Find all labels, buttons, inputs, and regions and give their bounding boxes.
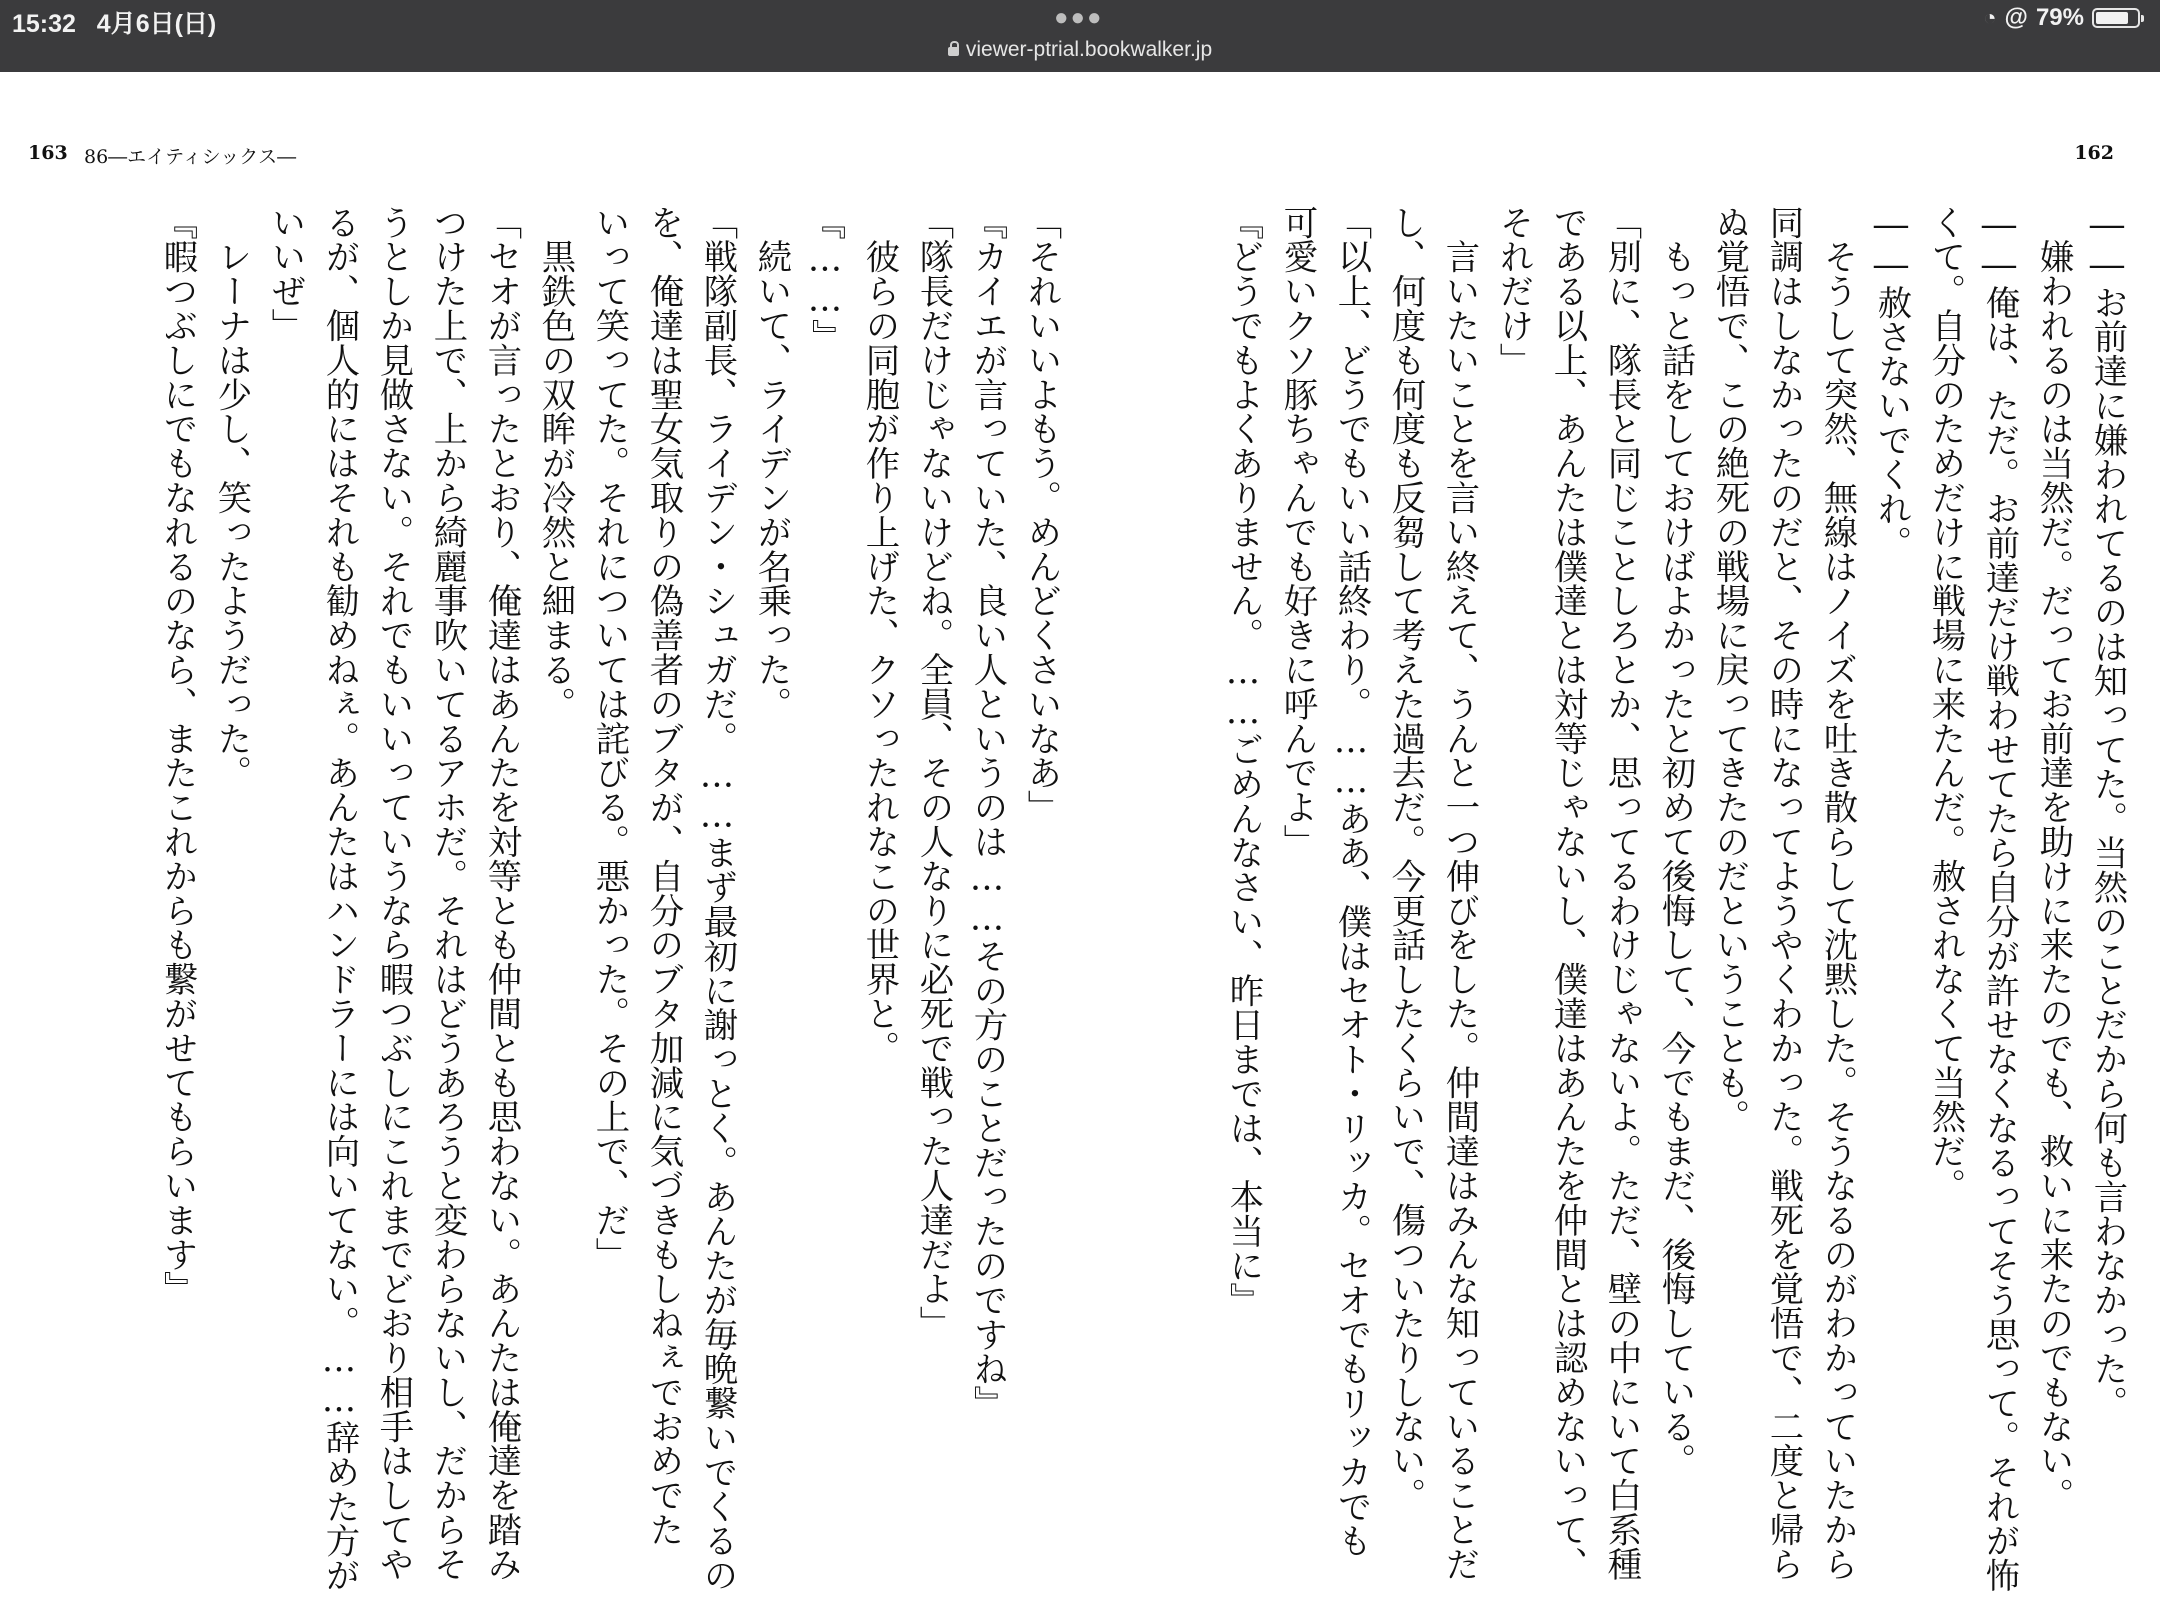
text-line: 黒鉄色の双眸が冷然と細まる。 xyxy=(535,205,575,721)
text-line: レーナは少し、笑ったようだった。 xyxy=(211,205,251,790)
text-line: つけた上で、上から綺麗事吹いてるアホだ。それはどうあろうと変わらないし、だからそ xyxy=(427,205,467,1581)
text-line: ――お前達に嫌われてるのは知ってた。当然のことだから何も言わなかった。 xyxy=(2087,205,2127,1421)
battery-percentage: 79% xyxy=(2035,4,2084,31)
lock-icon xyxy=(948,47,959,56)
text-line: ――赦さないでくれ。 xyxy=(1871,205,1911,561)
text-line: 「別に、隊長と同じことしろとか、思ってるわけじゃないよ。ただ、壁の中にいて白系種 xyxy=(1601,205,1641,1581)
left-page-number: 163 xyxy=(28,142,68,164)
text-line: そうして突然、無線はノイズを吐き散らして沈黙した。そうなるのがわかっていたから xyxy=(1817,205,1857,1581)
text-line: 言いたいことを言い終えて、うんと一つ伸びをした。仲間達はみんな知っていることだ xyxy=(1439,205,1479,1581)
status-date: 4月6日(日) xyxy=(96,10,217,38)
text-line: である以上、あんたは僕達とは対等じゃないし、僕達はあんたを仲間とは認めないって、 xyxy=(1547,205,1587,1581)
screen-lock-icon: @ xyxy=(2004,4,2028,31)
status-indicators xyxy=(1983,4,2140,32)
right-page-number: 162 xyxy=(2074,142,2114,164)
battery-fill xyxy=(2096,12,2128,24)
text-line: を、俺達は聖女気取りの偽善者のブタが、自分のブタ加減に気づきもしねぇでおめでた xyxy=(643,205,683,1547)
text-line: 同調はしなかったのだと、その時になってようやくわかった。戦死を覚悟で、二度と帰ら xyxy=(1763,205,1803,1581)
text-line: 「以上、どうでもいい話終わり。……ああ、僕はセオト・リッカ。セオでもリッカでも xyxy=(1331,205,1371,1558)
text-line: 『……』 xyxy=(805,205,845,354)
left-page-text xyxy=(150,205,1068,1592)
running-title: 86―エイティシックス― xyxy=(84,146,297,168)
text-line: それだけ」 xyxy=(1493,205,1533,377)
text-line: 「隊長だけじゃないけどね。全員、その人なりに必死で戦った人達だよ」 xyxy=(913,205,953,1341)
text-line: 『カイエが言っていた、良い人というのは……その方のことだったのですね』 xyxy=(967,205,1007,1421)
text-line: 『暇つぶしにでもなれるのなら、またこれからも繋がせてもらいます』 xyxy=(157,205,197,1306)
battery-icon xyxy=(2092,8,2140,28)
address-bar[interactable] xyxy=(0,38,2160,62)
text-line: いいぜ」 xyxy=(265,205,305,343)
text-line: もっと話をしておけばよかったと初めて後悔して、今でもまだ、後悔している。 xyxy=(1655,205,1695,1478)
wifi-icon: ◔ xyxy=(1983,5,1997,30)
text-line: ぬ覚悟で、この絶死の戦場に戻ってきたのだということも。 xyxy=(1709,205,1749,1134)
text-line: ――俺は、ただ。お前達だけ戦わせてたら自分が許せなくなるってそう思って。それが怖 xyxy=(1979,205,2019,1593)
multitasking-dots-icon[interactable]: ●●● xyxy=(1054,4,1104,31)
browser-chrome xyxy=(0,0,2160,72)
text-line: うとしか見做さない。それでもいいっていうなら暇つぶしにこれまでどおり相手はしてや xyxy=(373,205,413,1581)
text-line: 「それいいよもう。めんどくさいなあ」 xyxy=(1021,205,1061,825)
text-line: 『どうでもよくありません。……ごめんなさい、昨日までは、本当に』 xyxy=(1223,205,1263,1317)
text-line: 続いて、ライデンが名乗った。 xyxy=(751,205,791,721)
text-line: いって笑ってた。それについては詫びる。悪かった。その上で、だ」 xyxy=(589,205,629,1272)
status-time-date xyxy=(12,4,216,40)
text-line: 彼らの同胞が作り上げた、クソったれなこの世界と。 xyxy=(859,205,899,1065)
text-line: るが、個人的にはそれも勧めねぇ。あんたはハンドラーには向いてない。……辞めた方が xyxy=(319,205,359,1593)
text-line: し、何度も何度も反芻して考えた過去だ。今更話したくらいで、傷ついたりしない。 xyxy=(1385,205,1425,1513)
text-line: 可愛いクソ豚ちゃんでも好きに呼んでよ」 xyxy=(1277,205,1317,859)
text-line: 嫌われるのは当然だ。だってお前達を助けに来たのでも、救いに来たのでもない。 xyxy=(2033,205,2073,1513)
url-text: viewer-ptrial.bookwalker.jp xyxy=(965,38,1213,61)
text-line: 「セオが言ったとおり、俺達はあんたを対等とも仲間とも思わない。あんたは俺達を踏み xyxy=(481,205,521,1581)
right-page-text xyxy=(1216,205,2134,1592)
text-line: 「戦隊副長、ライデン・シュガだ。……まず最初に謝っとく。あんたが毎晩繋いでくるの xyxy=(697,205,737,1593)
status-time: 15:32 xyxy=(12,10,76,38)
text-line: くて。自分のためだけに戦場に来たんだ。赦されなくて当然だ。 xyxy=(1925,205,1965,1203)
